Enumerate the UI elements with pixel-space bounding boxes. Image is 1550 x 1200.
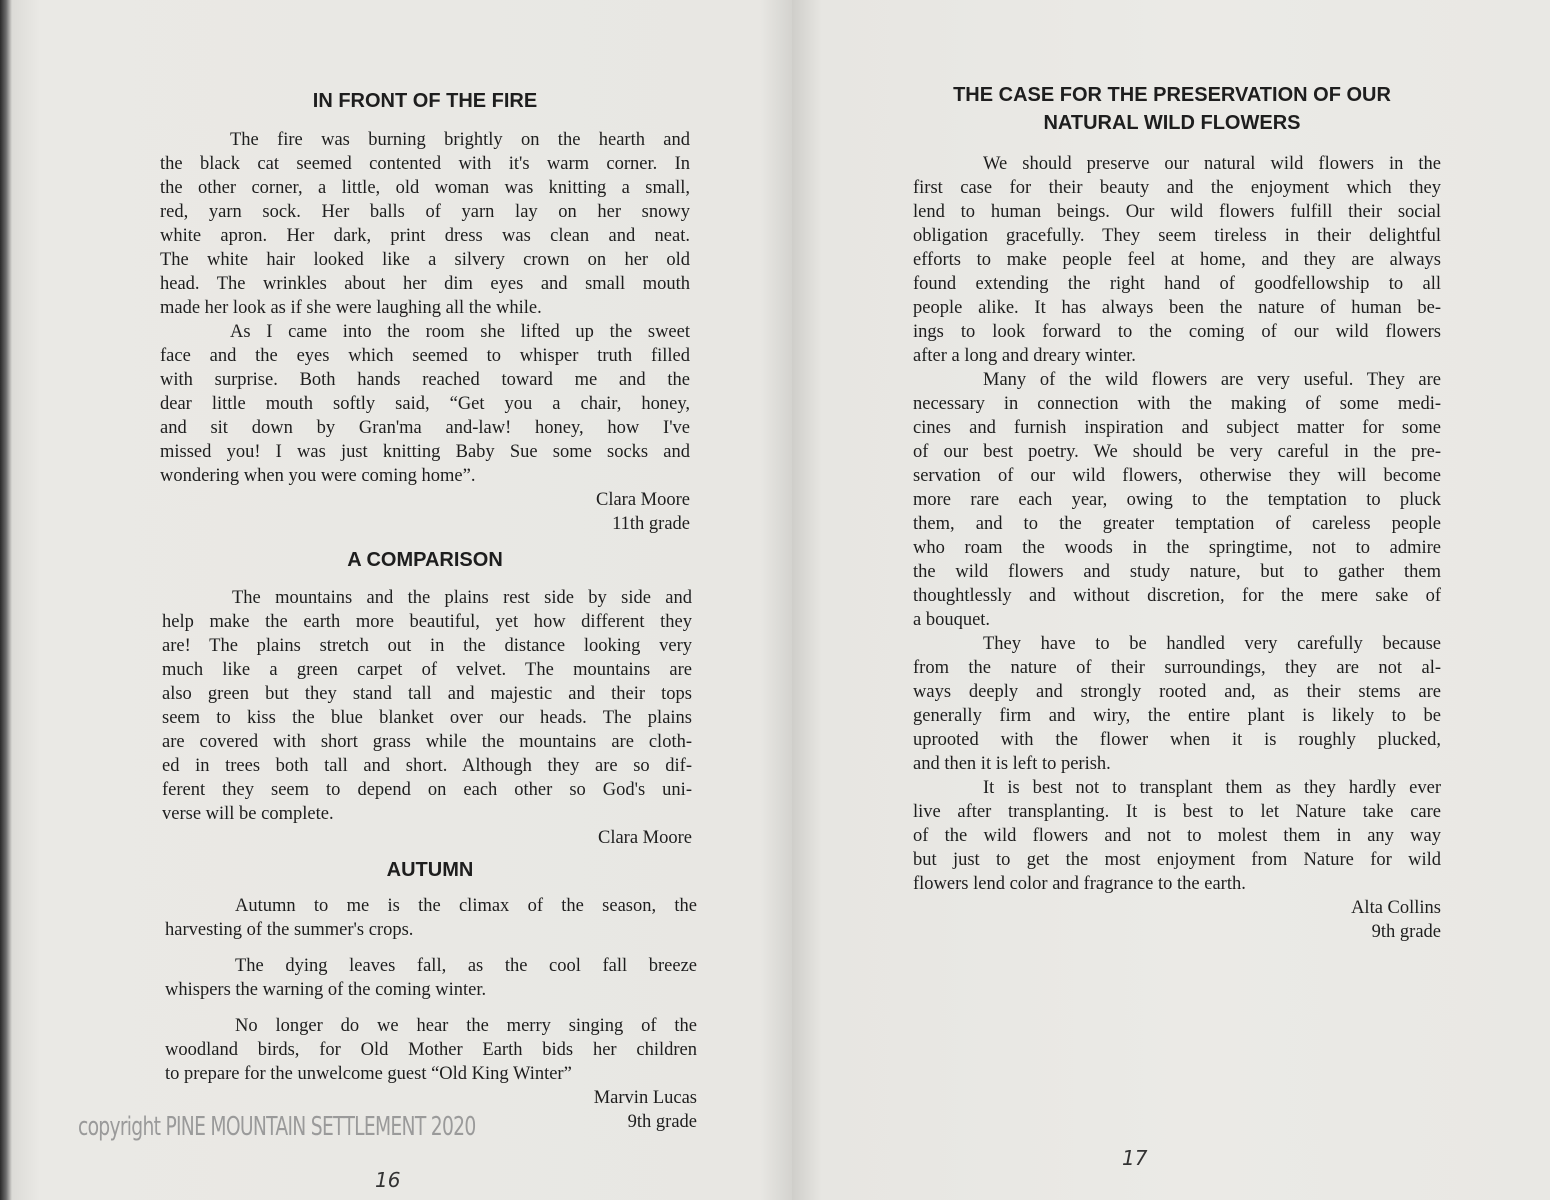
text-line: help make the earth more beautiful, yet how different they: [162, 612, 692, 632]
text-line: to prepare for the unwelcome guest “Old King Winter”: [165, 1064, 572, 1084]
text-line: cines and furnish inspiration and subject matter for some: [913, 418, 1441, 438]
grade: 9th grade: [1371, 922, 1441, 942]
text-line: verse will be complete.: [162, 804, 334, 824]
text-line: lend to human beings. Our wild flowers fulfill their social: [913, 202, 1441, 222]
text-line: of the wild flowers and not to molest them in any way: [913, 826, 1441, 846]
text-line: As I came into the room she lifted up the sweet: [230, 322, 690, 342]
text-line: white apron. Her dark, print dress was clean and neat.: [160, 226, 690, 246]
text-line: missed you! I was just knitting Baby Sue some socks and: [160, 442, 690, 462]
text-line: the other corner, a little, old woman was knitting a small,: [160, 178, 690, 198]
text-line: face and the eyes which seemed to whisper truth filled: [160, 346, 690, 366]
text-line: with surprise. Both hands reached toward me and the: [160, 370, 690, 390]
text-line: They have to be handled very carefully because: [983, 634, 1441, 654]
text-line: No longer do we hear the merry singing of the: [235, 1016, 697, 1036]
author: Clara Moore: [597, 828, 692, 848]
text-line: them, and to the greater temptation of careless people: [913, 514, 1441, 534]
paragraph: [913, 776, 1441, 896]
copyright-watermark: copyright PINE MOUNTAIN SETTLEMENT 2020: [78, 1112, 476, 1142]
paragraph: [913, 368, 1441, 632]
paragraph: [913, 632, 1441, 776]
story-in-front-of-the-fire: [160, 128, 690, 536]
paragraph: [162, 586, 692, 826]
paragraph: [913, 152, 1441, 368]
title-line-2: NATURAL WILD FLOWERS: [1043, 112, 1301, 134]
grade: 11th grade: [612, 514, 690, 534]
text-line: woodland birds, for Old Mother Earth bids her children: [165, 1040, 697, 1060]
text-line: but just to get the most enjoyment from Nature for wild: [913, 850, 1441, 870]
story-autumn: [165, 894, 697, 1134]
text-line: flowers lend color and fragrance to the earth.: [913, 874, 1246, 894]
text-line: harvesting of the summer's crops.: [165, 920, 414, 940]
grade: 9th grade: [627, 1112, 697, 1132]
text-line: made her look as if she were laughing all the while.: [160, 298, 542, 318]
text-line: ways deeply and strongly rooted and, as their stems are: [913, 682, 1441, 702]
page-number: 17: [1122, 1146, 1148, 1170]
text-line: after a long and dreary winter.: [913, 346, 1136, 366]
text-line: and then it is left to perish.: [913, 754, 1111, 774]
text-line: thoughtlessly and without discretion, for the mere sake of: [913, 586, 1441, 606]
text-line: first case for their beauty and the enjoyment which they: [913, 178, 1441, 198]
paragraph: [165, 1014, 697, 1086]
essay-wild-flowers: [913, 152, 1441, 944]
text-line: of our best poetry. We should be very careful in the pre-: [913, 442, 1441, 462]
text-line: ferent they seem to depend on each other so God's uni-: [162, 780, 692, 800]
title-in-front-of-the-fire: IN FRONT OF THE FIRE: [312, 90, 538, 112]
text-line: The dying leaves fall, as the cool fall breeze: [235, 956, 697, 976]
text-line: wondering when you were coming home”.: [160, 466, 476, 486]
text-line: are! The plains stretch out in the distance looking very: [162, 636, 692, 656]
text-line: obligation gracefully. They seem tireless in their delightful: [913, 226, 1441, 246]
text-line: live after transplanting. It is best to let Nature take care: [913, 802, 1441, 822]
text-line: much like a green carpet of velvet. The mountains are: [162, 660, 692, 680]
text-line: the black cat seemed contented with it's warm corner. In: [160, 154, 690, 174]
text-line: Many of the wild flowers are very useful. They are: [983, 370, 1441, 390]
author: Marvin Lucas: [593, 1088, 697, 1108]
text-line: head. The wrinkles about her dim eyes and small mouth: [160, 274, 690, 294]
text-line: seem to kiss the blue blanket over our heads. The plains: [162, 708, 692, 728]
text-line: efforts to make people feel at home, and they are always: [913, 250, 1441, 270]
text-line: people alike. It has always been the nature of human be-: [913, 298, 1441, 318]
text-line: servation of our wild flowers, otherwise they will become: [913, 466, 1441, 486]
paragraph: [165, 894, 697, 942]
text-line: ed in trees both tall and short. Although they are so dif-: [162, 756, 692, 776]
title-line-1: THE CASE FOR THE PRESERVATION OF OUR: [953, 84, 1391, 106]
text-line: who roam the woods in the springtime, not to admire: [913, 538, 1441, 558]
story-a-comparison: [162, 586, 692, 850]
author: Alta Collins: [1351, 898, 1441, 918]
text-line: more rare each year, owing to the temptation to pluck: [913, 490, 1441, 510]
text-line: It is best not to transplant them as they hardly ever: [983, 778, 1441, 798]
paragraph: [160, 128, 690, 320]
text-line: found extending the right hand of goodfellowship to all: [913, 274, 1441, 294]
text-line: from the nature of their surroundings, they are not al-: [913, 658, 1441, 678]
text-line: are covered with short grass while the mountains are cloth-: [162, 732, 692, 752]
text-line: and sit down by Gran'ma and-law! honey, how I've: [160, 418, 690, 438]
text-line: The mountains and the plains rest side by side and: [232, 588, 692, 608]
text-line: dear little mouth softly said, “Get you a chair, honey,: [160, 394, 690, 414]
text-line: The white hair looked like a silvery crown on her old: [160, 250, 690, 270]
text-line: also green but they stand tall and majestic and their tops: [162, 684, 692, 704]
title-a-comparison: A COMPARISON: [347, 549, 503, 571]
paragraph: [160, 320, 690, 488]
text-line: necessary in connection with the making of some medi-: [913, 394, 1441, 414]
paragraph: [165, 954, 697, 1002]
text-line: Autumn to me is the climax of the season, the: [235, 896, 697, 916]
right-page: [792, 0, 1550, 1200]
text-line: the wild flowers and study nature, but to gather them: [913, 562, 1441, 582]
text-line: We should preserve our natural wild flowers in the: [983, 154, 1441, 174]
page-number: 16: [375, 1168, 401, 1192]
text-line: a bouquet.: [913, 610, 991, 630]
text-line: ings to look forward to the coming of our wild flowers: [913, 322, 1441, 342]
text-line: uprooted with the flower when it is roughly plucked,: [913, 730, 1441, 750]
text-line: generally firm and wiry, the entire plant is likely to be: [913, 706, 1441, 726]
author: Clara Moore: [595, 490, 690, 510]
title-autumn: AUTUMN: [386, 859, 474, 881]
text-line: whispers the warning of the coming winter.: [165, 980, 487, 1000]
text-line: The fire was burning brightly on the hearth and: [230, 130, 690, 150]
text-line: red, yarn sock. Her balls of yarn lay on her snowy: [160, 202, 690, 222]
